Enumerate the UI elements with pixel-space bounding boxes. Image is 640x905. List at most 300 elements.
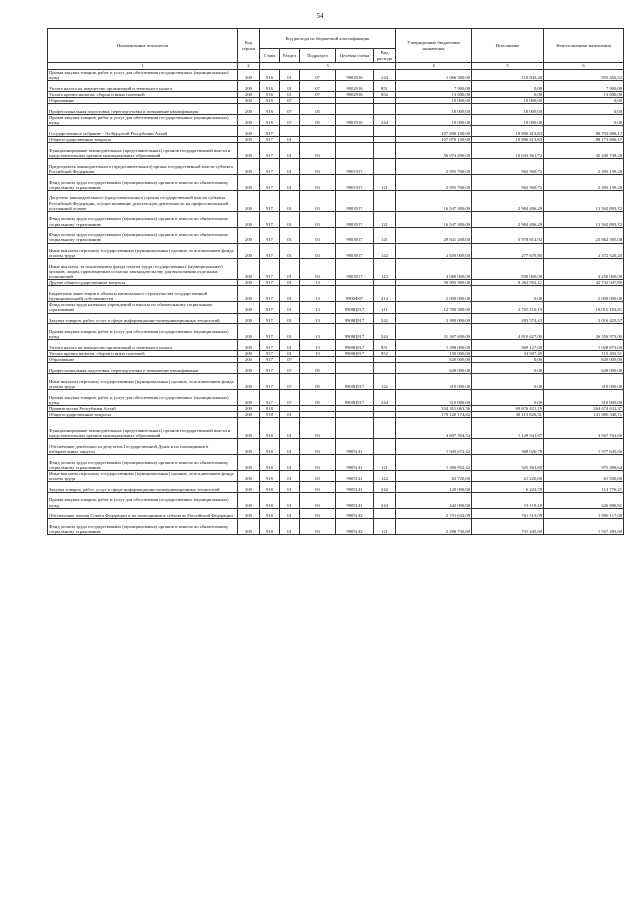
header-execution: Исполнение: [472, 29, 544, 63]
cell-approved: 7 900,00: [396, 81, 472, 92]
cell-expense-type: 122: [374, 243, 396, 259]
cell-approved: 2 955 700,00: [396, 174, 472, 190]
table-body: [48, 70, 624, 535]
cell-razdel: 01: [280, 190, 300, 211]
cell-name: Иные выплаты персоналу государственных (муниципальных) органов, за исключением фонда оплаты труда: [48, 243, 238, 259]
cell-expense-type: 111: [374, 302, 396, 313]
cell-target-article: 9903917: [336, 227, 374, 243]
cell-row-code: 200: [238, 243, 260, 259]
cell-name: Образование: [48, 357, 238, 363]
cell-approved: 2 288 730,00: [396, 519, 472, 535]
col-number: 1: [48, 63, 238, 70]
cell-razdel: 01: [280, 286, 300, 302]
table-row: [48, 439, 624, 455]
cell-unexecuted: 88 173 686,17: [544, 136, 624, 142]
cell-podrazdel: [300, 126, 336, 137]
cell-name: Уплата налога на имущество организаций и земельного налога: [48, 340, 238, 351]
cell-target-article: 9905141: [336, 439, 374, 455]
cell-razdel: 07: [280, 363, 300, 374]
cell-unexecuted: 3 250 000,00: [544, 259, 624, 280]
cell-unexecuted: 310 000,00: [544, 374, 624, 390]
cell-expense-type: 121: [374, 211, 396, 227]
cell-row-code: 200: [238, 114, 260, 125]
cell-approved: 4 080 000,00: [396, 259, 472, 280]
cell-expense-type: 242: [374, 481, 396, 492]
cell-approved: 10 000,00: [396, 104, 472, 115]
cell-unexecuted: 45 440 738,28: [544, 143, 624, 159]
cell-executed: 4 810 627,00: [472, 324, 544, 340]
cell-podrazdel: 03: [300, 418, 336, 439]
cell-approved: 179 120 174,42: [396, 411, 472, 417]
cell-row-code: 200: [238, 340, 260, 351]
cell-unexecuted: 113 776,21: [544, 481, 624, 492]
cell-glava: 916: [260, 104, 280, 115]
cell-podrazdel: 03: [300, 227, 336, 243]
cell-target-article: [336, 104, 374, 115]
cell-razdel: 01: [280, 280, 300, 286]
cell-razdel: 07: [280, 98, 300, 104]
cell-name: Закупка товаров, работ, услуг в сфере информационно-коммуникационных технологий: [48, 313, 238, 324]
cell-approved: 16 547 300,00: [396, 190, 472, 211]
cell-expense-type: 122: [374, 374, 396, 390]
cell-unexecuted: 975 488,64: [544, 454, 624, 470]
cell-row-code: 200: [238, 302, 260, 313]
table-row: [48, 158, 624, 174]
cell-executed: 562 560,72: [472, 158, 544, 174]
cell-razdel: 01: [280, 91, 300, 97]
cell-executed: 69 676 431,19: [472, 405, 544, 411]
cell-expense-type: 244: [374, 389, 396, 405]
cell-razdel: 01: [280, 351, 300, 357]
cell-name: Уплата прочих налогов, сборов и иных платежей: [48, 351, 238, 357]
cell-expense-type: [374, 143, 396, 159]
cell-target-article: 9900Ц917: [336, 324, 374, 340]
cell-podrazdel: 13: [300, 340, 336, 351]
cell-razdel: 01: [280, 70, 300, 81]
cell-approved: 1 398 000,00: [396, 340, 472, 351]
cell-glava: 917: [260, 374, 280, 390]
cell-glava: 917: [260, 126, 280, 137]
cell-approved: 2 751 632,09: [396, 508, 472, 519]
cell-expense-type: 244: [374, 114, 396, 125]
cell-target-article: 9902916: [336, 114, 374, 125]
cell-name: Бюджетные инвестиции в объекты капитального строительства государственной (муниципальной) собственности: [48, 286, 238, 302]
cell-glava: 918: [260, 492, 280, 508]
table-row: [48, 243, 624, 259]
header-glava: Глава: [260, 49, 280, 63]
cell-name: Общегосударственные вопросы: [48, 411, 238, 417]
col-number: 4: [396, 63, 472, 70]
cell-row-code: 200: [238, 411, 260, 417]
header-razdel: Раздел: [280, 49, 300, 63]
cell-unexecuted: 13 562 893,72: [544, 211, 624, 227]
cell-expense-type: 121: [374, 227, 396, 243]
cell-name: Фонд оплаты труда казенных учреждений и взносы по обязательному социальному страхованию: [48, 302, 238, 313]
cell-target-article: 9905141: [336, 454, 374, 470]
cell-razdel: 01: [280, 324, 300, 340]
cell-name: Иные выплаты персоналу государственных (муниципальных) органов, за исключением фонда оплаты труда: [48, 374, 238, 390]
cell-podrazdel: 13: [300, 313, 336, 324]
cell-glava: 916: [260, 98, 280, 104]
cell-approved: 334 351 063,56: [396, 405, 472, 411]
cell-glava: 917: [260, 174, 280, 190]
cell-unexecuted: 3 016 425,57: [544, 313, 624, 324]
cell-executed: 10 000,00: [472, 114, 544, 125]
cell-unexecuted: 13 600,00: [544, 91, 624, 97]
cell-expense-type: 244: [374, 324, 396, 340]
table-row: [48, 259, 624, 280]
cell-target-article: 9900Ц917: [336, 302, 374, 313]
cell-glava: 918: [260, 470, 280, 481]
cell-podrazdel: 13: [300, 302, 336, 313]
cell-unexecuted: 2 372 320,20: [544, 243, 624, 259]
cell-executed: 0,00: [472, 81, 544, 92]
cell-podrazdel: 03: [300, 454, 336, 470]
cell-approved: 2 000 000,00: [396, 286, 472, 302]
header-classification: Код расхода по бюджетной классификации: [260, 29, 396, 49]
cell-glava: 918: [260, 411, 280, 417]
cell-expense-type: [374, 190, 396, 211]
cell-glava: 916: [260, 91, 280, 97]
cell-row-code: 200: [238, 519, 260, 535]
cell-executed: 0,00: [472, 286, 544, 302]
cell-podrazdel: 03: [300, 481, 336, 492]
cell-row-code: 200: [238, 405, 260, 411]
table-row: [48, 81, 624, 92]
cell-unexecuted: 1 557 285,00: [544, 519, 624, 535]
cell-executed: 368 026,78: [472, 439, 544, 455]
cell-executed: 15 119,19: [472, 492, 544, 508]
budget-table-container: [47, 28, 623, 535]
cell-razdel: 01: [280, 492, 300, 508]
cell-approved: 31 367 600,00: [396, 324, 472, 340]
cell-approved: 50 995 900,00: [396, 280, 472, 286]
cell-unexecuted: 13 562 893,72: [544, 190, 624, 211]
cell-executed: 8 262 952,11: [472, 280, 544, 286]
cell-unexecuted: 23 862 385,08: [544, 227, 624, 243]
cell-executed: 369 127,00: [472, 340, 544, 351]
cell-name: Фонд оплаты труда государственных (муниципальных) органов и взносы по обязательному социальному страхованию: [48, 211, 238, 227]
cell-glava: 917: [260, 158, 280, 174]
cell-razdel: 01: [280, 302, 300, 313]
cell-approved: 150 000,00: [396, 351, 472, 357]
cell-approved: 1 066 300,00: [396, 70, 472, 81]
cell-approved: 310 000,00: [396, 374, 472, 390]
cell-glava: 917: [260, 302, 280, 313]
cell-expense-type: [374, 158, 396, 174]
cell-name: Государственное собрание - Эл Курултай Республики Алтай: [48, 126, 238, 137]
cell-target-article: 9901917: [336, 158, 374, 174]
table-row: [48, 492, 624, 508]
cell-target-article: 9903917: [336, 243, 374, 259]
cell-podrazdel: 03: [300, 519, 336, 535]
cell-target-article: 9900Ц917: [336, 351, 374, 357]
table-row: [48, 104, 624, 115]
header-row-code: Код строки: [238, 29, 260, 63]
cell-row-code: 200: [238, 136, 260, 142]
cell-unexecuted: 42 732 947,89: [544, 280, 624, 286]
cell-podrazdel: 05: [300, 114, 336, 125]
cell-expense-type: 121: [374, 519, 396, 535]
cell-unexecuted: 955 456,52: [544, 70, 624, 81]
cell-razdel: 07: [280, 357, 300, 363]
cell-glava: 917: [260, 190, 280, 211]
cell-expense-type: 851: [374, 81, 396, 92]
cell-unexecuted: 0,00: [544, 104, 624, 115]
cell-name: Иные выплаты персоналу государственных (муниципальных) органов, за исключением фонда оплаты труда: [48, 470, 238, 481]
cell-unexecuted: 61 500,00: [544, 470, 624, 481]
cell-podrazdel: 13: [300, 280, 336, 286]
cell-row-code: 200: [238, 351, 260, 357]
cell-executed: 2 984 406,28: [472, 190, 544, 211]
cell-name: Функционирование законодательных (представительных) органов государственной власти и представительных органов муниципальных образований: [48, 143, 238, 159]
cell-target-article: [336, 143, 374, 159]
cell-approved: 3 300 000,00: [396, 313, 472, 324]
cell-name: Председатель законодательного (представительного) органа государственной власти субъекта Российской Федерации: [48, 158, 238, 174]
header-podrazdel: Подраздел: [300, 49, 336, 63]
cell-glava: 917: [260, 243, 280, 259]
cell-executed: 0,00: [472, 374, 544, 390]
cell-podrazdel: 03: [300, 508, 336, 519]
cell-podrazdel: 05: [300, 104, 336, 115]
cell-approved: 1 300 952,44: [396, 454, 472, 470]
cell-name: Образование: [48, 98, 238, 104]
table-row: [48, 470, 624, 481]
cell-row-code: 200: [238, 508, 260, 519]
cell-target-article: [336, 126, 374, 137]
cell-expense-type: [374, 439, 396, 455]
cell-executed: 34 507,49: [472, 351, 544, 357]
cell-executed: 0,00: [472, 357, 544, 363]
cell-name: Фонд оплаты труда государственных (муниципальных) органов и взносы по обязательному социальному страхованию: [48, 227, 238, 243]
table-row: [48, 143, 624, 159]
cell-podrazdel: 03: [300, 470, 336, 481]
cell-razdel: 01: [280, 227, 300, 243]
table-row: [48, 519, 624, 535]
cell-razdel: [280, 126, 300, 137]
cell-approved: 120 000,00: [396, 481, 472, 492]
cell-glava: 917: [260, 227, 280, 243]
cell-glava: 917: [260, 136, 280, 142]
cell-unexecuted: 2 393 139,28: [544, 158, 624, 174]
cell-unexecuted: 620 000,00: [544, 363, 624, 374]
cell-glava: 917: [260, 363, 280, 374]
cell-expense-type: [374, 508, 396, 519]
cell-executed: 5 978 814,92: [472, 227, 544, 243]
cell-target-article: 9905141: [336, 492, 374, 508]
cell-expense-type: 123: [374, 259, 396, 280]
cell-target-article: [336, 363, 374, 374]
cell-name: Прочая закупка товаров, работ и услуг для обеспечения государственных (муниципальных) нужд: [48, 70, 238, 81]
table-row: [48, 454, 624, 470]
cell-executed: 10 000,00: [472, 98, 544, 104]
cell-target-article: 9902916: [336, 81, 374, 92]
cell-approved: 10 000,00: [396, 114, 472, 125]
cell-executed: 277 679,80: [472, 243, 544, 259]
cell-row-code: 200: [238, 324, 260, 340]
cell-approved: 2 650 000,00: [396, 243, 472, 259]
cell-podrazdel: 13: [300, 286, 336, 302]
cell-row-code: 200: [238, 363, 260, 374]
cell-podrazdel: 03: [300, 211, 336, 227]
cell-executed: 0,00: [472, 91, 544, 97]
cell-razdel: 01: [280, 519, 300, 535]
cell-name: Депутаты законодательного (представительного) органа государственной власти субъекта Российской Федерации, осуществляющие депутатскую деятельность на профессиональной постоянной основе: [48, 190, 238, 211]
cell-glava: 918: [260, 481, 280, 492]
cell-glava: 917: [260, 340, 280, 351]
cell-unexecuted: 26 556 973,00: [544, 324, 624, 340]
cell-glava: 917: [260, 351, 280, 357]
cell-razdel: 07: [280, 389, 300, 405]
cell-razdel: 07: [280, 374, 300, 390]
cell-target-article: 9902916: [336, 70, 374, 81]
cell-row-code: 200: [238, 81, 260, 92]
cell-razdel: 01: [280, 143, 300, 159]
cell-podrazdel: 05: [300, 389, 336, 405]
cell-approved: 10 000,00: [396, 98, 472, 104]
col-number: 2: [238, 63, 260, 70]
cell-row-code: 200: [238, 259, 260, 280]
cell-unexecuted: 426 880,81: [544, 492, 624, 508]
table-row: [48, 389, 624, 405]
cell-target-article: 9903917: [336, 259, 374, 280]
table-row: [48, 313, 624, 324]
cell-unexecuted: 264 674 632,37: [544, 405, 624, 411]
table-row: [48, 190, 624, 211]
cell-glava: 917: [260, 280, 280, 286]
cell-expense-type: 244: [374, 70, 396, 81]
cell-row-code: 200: [238, 374, 260, 390]
header-name: Наименование показателя: [48, 29, 238, 63]
cell-razdel: 01: [280, 259, 300, 280]
cell-row-code: 200: [238, 439, 260, 455]
cell-razdel: 01: [280, 454, 300, 470]
cell-glava: 918: [260, 439, 280, 455]
cell-executed: 283 574,43: [472, 313, 544, 324]
cell-glava: 917: [260, 259, 280, 280]
cell-target-article: 9900Ц917: [336, 374, 374, 390]
table-row: [48, 211, 624, 227]
cell-razdel: 01: [280, 508, 300, 519]
cell-unexecuted: 1 028 873,00: [544, 340, 624, 351]
cell-approved: 56 074 200,00: [396, 143, 472, 159]
cell-podrazdel: 05: [300, 374, 336, 390]
cell-target-article: 9905141: [336, 470, 374, 481]
cell-name: Фонд оплаты труда государственных (муниципальных) органов и взносы по обязательному социальному страхованию: [48, 519, 238, 535]
cell-podrazdel: 07: [300, 91, 336, 97]
cell-expense-type: 121: [374, 454, 396, 470]
cell-target-article: 9900Ц917: [336, 389, 374, 405]
cell-executed: 6 223,79: [472, 481, 544, 492]
cell-approved: 107 070 100,00: [396, 136, 472, 142]
cell-podrazdel: 05: [300, 363, 336, 374]
cell-expense-type: 852: [374, 91, 396, 97]
col-number: 5: [472, 63, 544, 70]
cell-row-code: 200: [238, 126, 260, 137]
cell-unexecuted: 0,00: [544, 98, 624, 104]
cell-executed: 731 445,00: [472, 519, 544, 535]
cell-razdel: 01: [280, 81, 300, 92]
cell-approved: 82 720,00: [396, 470, 472, 481]
cell-row-code: 200: [238, 280, 260, 286]
cell-unexecuted: 3 567 762,66: [544, 418, 624, 439]
cell-name: Фонд оплаты труда государственных (муниципальных) органов и взносы по обязательному социальному страхованию: [48, 174, 238, 190]
cell-name: Иные выплаты, за исключением фонда оплаты труда государственных (муниципальных) органов, лицам, привлекаемым согласно законодательству для выполнения отдельных полномочий: [48, 259, 238, 280]
cell-unexecuted: 88 793 686,17: [544, 126, 624, 137]
cell-unexecuted: 115 492,51: [544, 351, 624, 357]
col-number: 6: [544, 63, 624, 70]
cell-podrazdel: 13: [300, 324, 336, 340]
cell-name: Общегосударственные вопросы: [48, 136, 238, 142]
cell-name: Прочая закупка товаров, работ и услуг для обеспечения государственных (муниципальных) нужд: [48, 114, 238, 125]
cell-row-code: 200: [238, 481, 260, 492]
cell-name: Уплата прочих налогов, сборов и иных платежей: [48, 91, 238, 97]
cell-podrazdel: 03: [300, 174, 336, 190]
cell-approved: 1 945 672,44: [396, 439, 472, 455]
cell-unexecuted: 620 000,00: [544, 357, 624, 363]
table-row: [48, 363, 624, 374]
cell-row-code: 200: [238, 143, 260, 159]
cell-row-code: 200: [238, 313, 260, 324]
cell-podrazdel: 03: [300, 190, 336, 211]
cell-target-article: 9905141: [336, 481, 374, 492]
header-expense-type: Вид расхода: [374, 49, 396, 63]
cell-glava: 918: [260, 508, 280, 519]
cell-razdel: 01: [280, 158, 300, 174]
cell-unexecuted: 10 015 183,81: [544, 302, 624, 313]
table-row: [48, 481, 624, 492]
cell-approved: 107 690 100,00: [396, 126, 472, 137]
cell-glava: 917: [260, 211, 280, 227]
cell-podrazdel: 03: [300, 492, 336, 508]
cell-name: Профессиональная подготовка, переподготовка и повышение квалификации: [48, 104, 238, 115]
cell-podrazdel: 03: [300, 259, 336, 280]
cell-expense-type: 244: [374, 492, 396, 508]
table-row: [48, 508, 624, 519]
cell-executed: 10 000,00: [472, 104, 544, 115]
cell-approved: 12 780 300,00: [396, 302, 472, 313]
cell-row-code: 200: [238, 357, 260, 363]
cell-name: Фонд оплаты труда государственных (муниципальных) органов и взносы по обязательному социальному страхованию: [48, 454, 238, 470]
cell-target-article: 9902916: [336, 91, 374, 97]
cell-razdel: 01: [280, 481, 300, 492]
table-row: [48, 174, 624, 190]
cell-executed: 562 560,72: [472, 174, 544, 190]
table-row: [48, 324, 624, 340]
cell-target-article: 9900Ц917: [336, 313, 374, 324]
cell-row-code: 200: [238, 470, 260, 481]
cell-executed: 2 765 116,19: [472, 302, 544, 313]
cell-target-article: 9902917: [336, 211, 374, 227]
cell-executed: 830 000,00: [472, 259, 544, 280]
cell-expense-type: 121: [374, 174, 396, 190]
cell-approved: 16 547 300,00: [396, 211, 472, 227]
cell-approved: 4 697 304,53: [396, 418, 472, 439]
cell-name: Правительство Республики Алтай: [48, 405, 238, 411]
header-unexecuted: Неисполненные назначения: [544, 29, 624, 63]
cell-unexecuted: 310 000,00: [544, 389, 624, 405]
cell-executed: 18 896 413,83: [472, 136, 544, 142]
cell-target-article: 9901917: [336, 174, 374, 190]
cell-podrazdel: 03: [300, 158, 336, 174]
cell-executed: 761 515,09: [472, 508, 544, 519]
table-row: [48, 286, 624, 302]
cell-executed: 38 113 826,31: [472, 411, 544, 417]
cell-executed: 18 896 413,83: [472, 126, 544, 137]
cell-glava: 916: [260, 70, 280, 81]
cell-unexecuted: 0,00: [544, 114, 624, 125]
col-number: 3: [260, 63, 396, 70]
